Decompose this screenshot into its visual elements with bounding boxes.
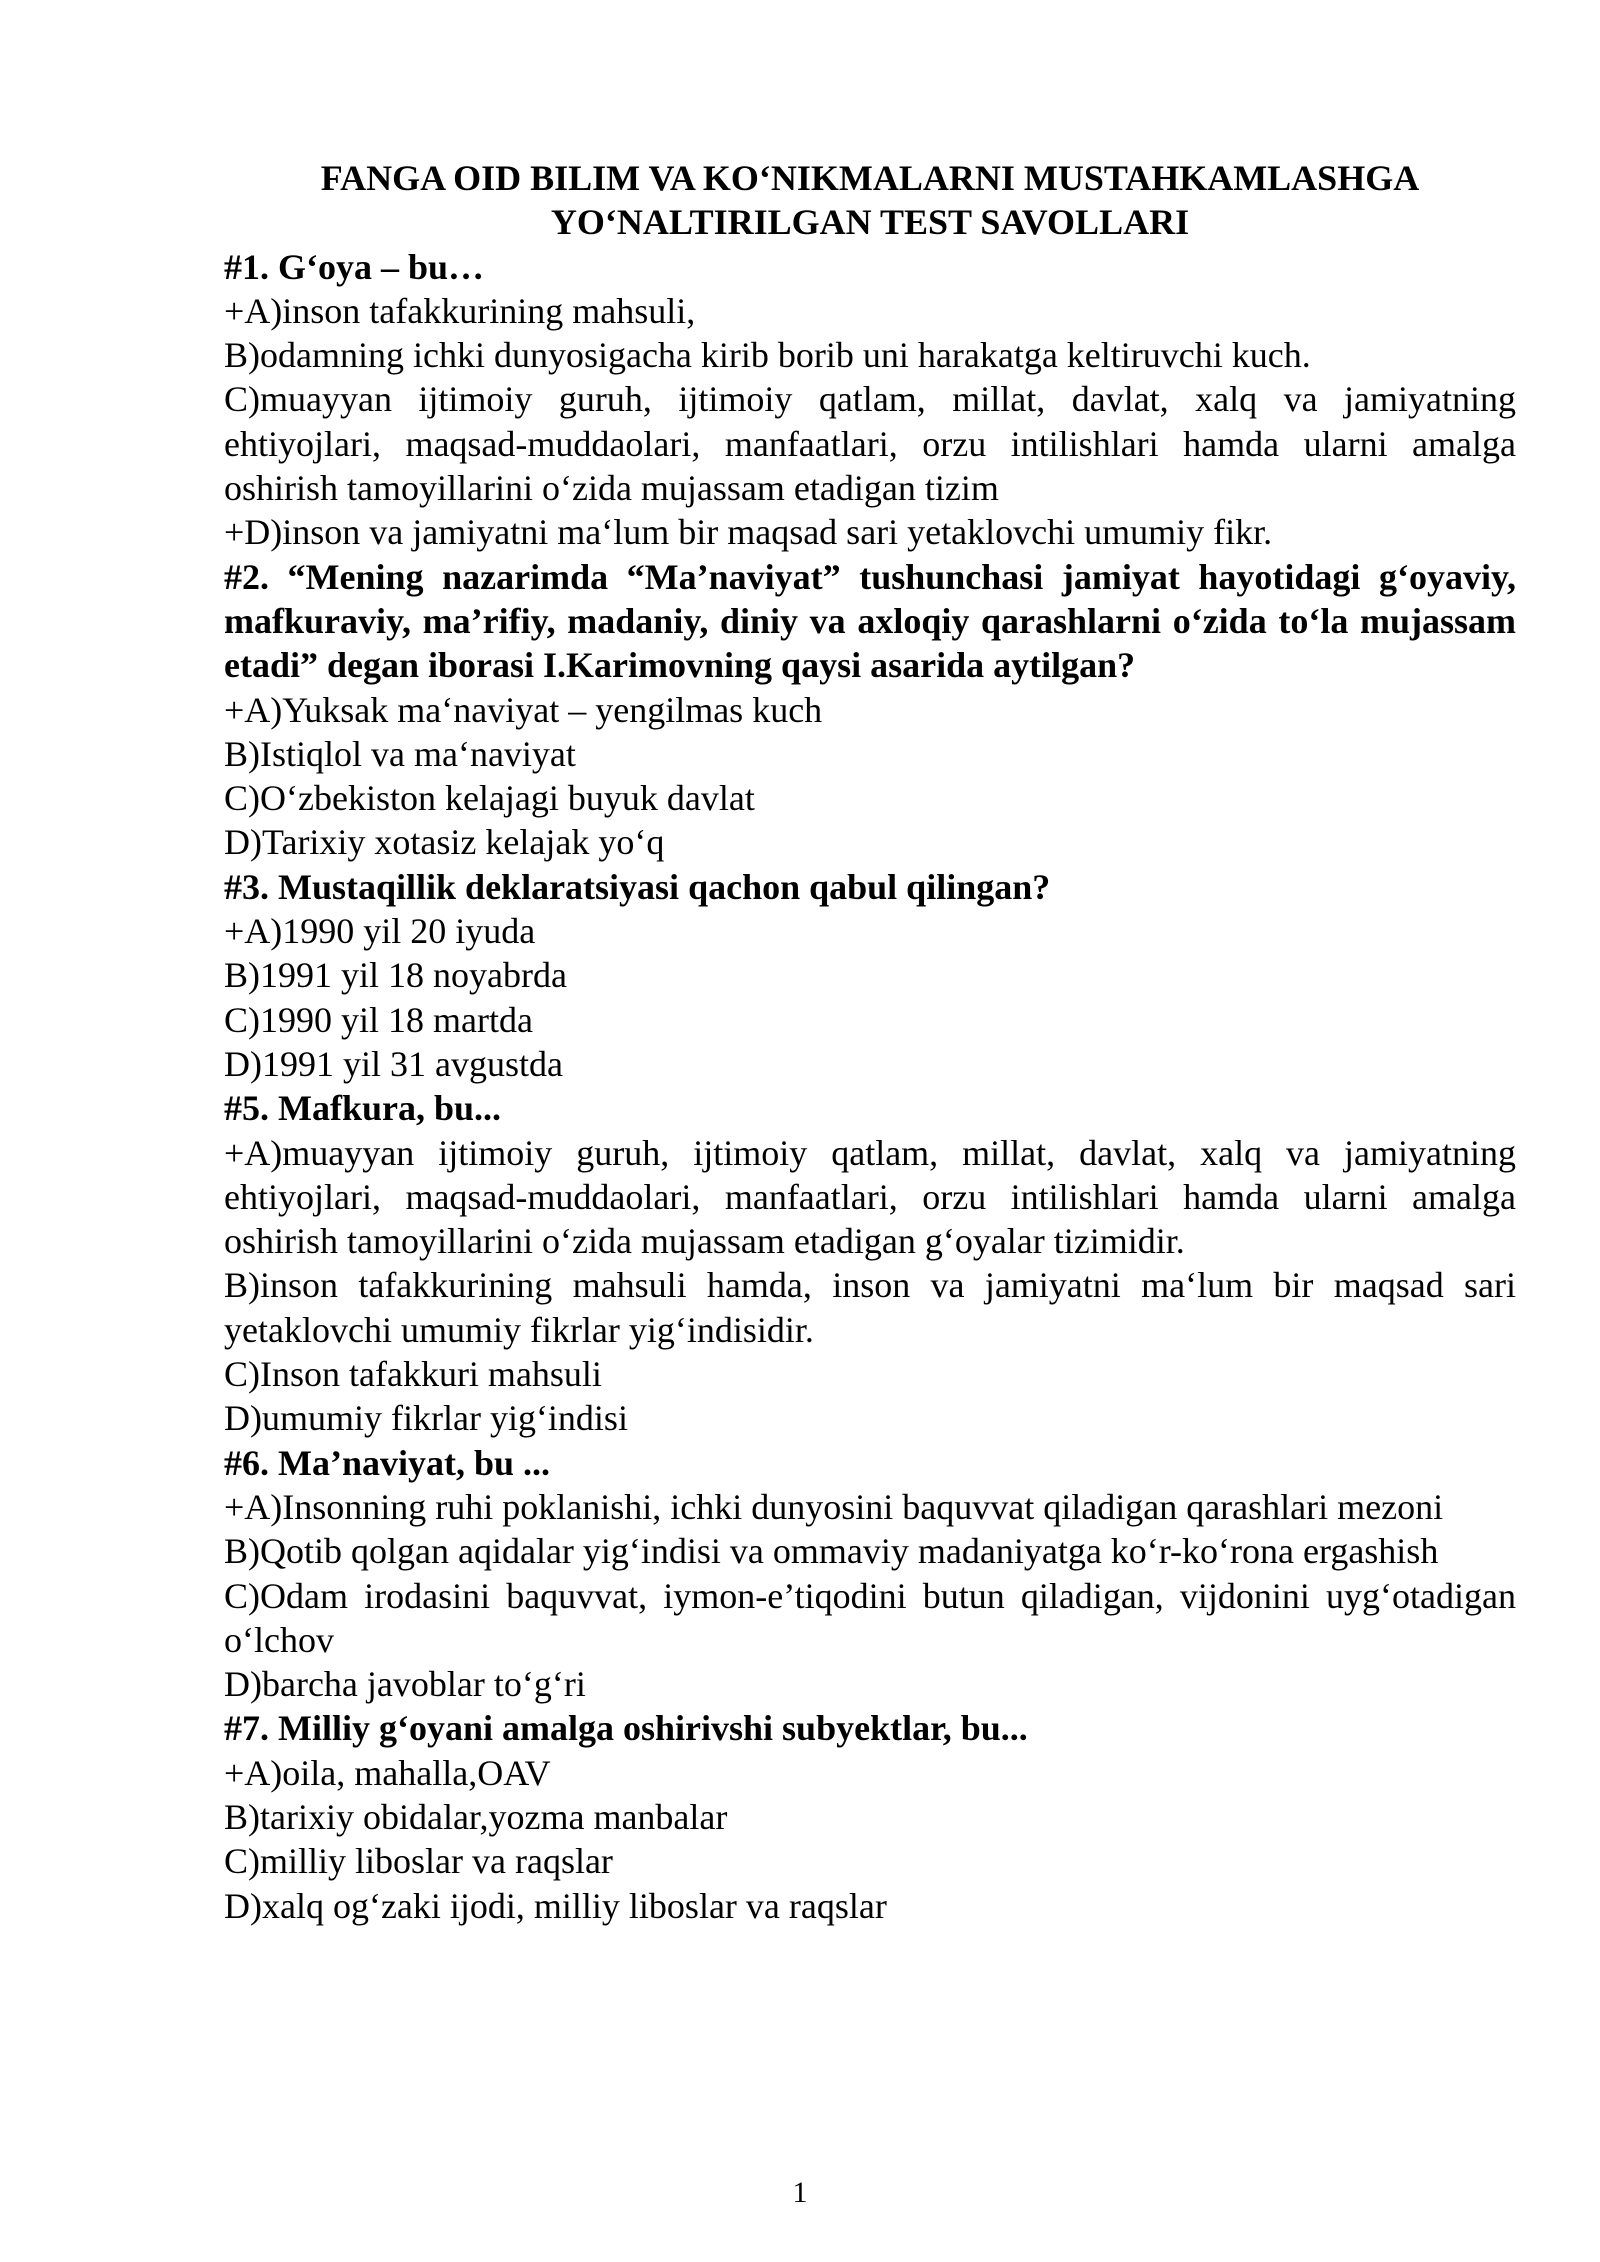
answer-option: C)O‘zbekiston kelajagi buyuk davlat [224, 778, 755, 819]
answer-option: B)Istiqlol va ma‘naviyat [224, 733, 576, 774]
document-title [224, 156, 1516, 245]
answer-option: C)milliy liboslar va raqslar [224, 1841, 613, 1882]
question-2 [224, 555, 1516, 865]
answer-option: +A)oila, mahalla,OAV [224, 1752, 551, 1793]
answer-option: B)tarixiy obidalar,yozma manbalar [224, 1796, 728, 1837]
answer-option: +A)1990 yil 20 iyuda [224, 911, 536, 952]
answer-option: C)Inson tafakkuri mahsuli [224, 1354, 602, 1395]
question-7 [224, 1706, 1516, 1927]
answer-option: C)muayyan ijtimoiy guruh, ijtimoiy qatlam, millat, davlat, xalq va jamiyatning ehtiyojlari, maqsad-muddaolari, manfaatlari, orzu intilishlari hamda ularni amalga oshirish tamoyillarini o‘zida mujassam etadigan tizim [224, 379, 1516, 509]
question-text: #7. Milliy g‘oyani amalga oshirivshi subyektlar, bu... [224, 1708, 1028, 1749]
answer-option: +D)inson va jamiyatni ma‘lum bir maqsad sari yetaklovchi umumiy fikr. [224, 512, 1273, 553]
answer-option: D)xalq og‘zaki ijodi, milliy liboslar va raqslar [224, 1885, 887, 1926]
question-text: #6. Ma’naviyat, bu ... [224, 1442, 551, 1483]
answer-option: C)1990 yil 18 martda [224, 999, 533, 1040]
answer-option: D)1991 yil 31 avgustda [224, 1043, 563, 1084]
answer-option: +A)Yuksak ma‘naviyat – yengilmas kuch [224, 689, 823, 730]
answer-option: B)1991 yil 18 noyabrda [224, 955, 567, 996]
answer-option: +A)inson tafakkurining mahsuli, [224, 290, 696, 331]
question-text: #2. “Mening nazarimda “Ma’naviyat” tushunchasi jamiyat hayotidagi g‘oyaviy, mafkuraviy, ma’rifiy, madaniy, diniy va axloqiy qarashlarni o‘zida to‘la mujassam etadi” degan iborasi I.Karimovning qaysi asarida aytilgan? [224, 556, 1516, 686]
title-line-2: YO‘NALTIRILGAN TEST SAVOLLARI [550, 202, 1190, 243]
page-number: 1 [792, 2176, 808, 2209]
answer-option: B)inson tafakkurining mahsuli hamda, inson va jamiyatni ma‘lum bir maqsad sari yetaklovchi umumiy fikrlar yig‘indisidir. [224, 1265, 1516, 1350]
question-5 [224, 1086, 1516, 1440]
question-6 [224, 1441, 1516, 1707]
document-page [224, 156, 1516, 1928]
question-text: #1. G‘oya – bu… [224, 246, 485, 287]
answer-option: +A)Insonning ruhi poklanishi, ichki dunyosini baquvvat qiladigan qarashlari mezoni [224, 1486, 1444, 1527]
question-3 [224, 865, 1516, 1086]
answer-option: B)odamning ichki dunyosigacha kirib borib uni harakatga keltiruvchi kuch. [224, 335, 1311, 376]
answer-option: B)Qotib qolgan aqidalar yig‘indisi va ommaviy madaniyatga ko‘r-ko‘rona ergashish [224, 1531, 1439, 1572]
question-text: #5. Mafkura, bu... [224, 1088, 502, 1129]
question-1 [224, 245, 1516, 555]
question-text: #3. Mustaqillik deklaratsiyasi qachon qabul qilingan? [224, 866, 1051, 907]
answer-option: D)umumiy fikrlar yig‘indisi [224, 1398, 628, 1439]
answer-option: D)barcha javoblar to‘g‘ri [224, 1664, 586, 1705]
answer-option: +A)muayyan ijtimoiy guruh, ijtimoiy qatlam, millat, davlat, xalq va jamiyatning ehtiyojlari, maqsad-muddaolari, manfaatlari, orzu intilishlari hamda ularni amalga oshirish tamoyillarini o‘zida mujassam etadigan g‘oyalar tizimidir. [224, 1132, 1516, 1262]
title-line-1: FANGA OID BILIM VA KO‘NIKMALARNI MUSTAHKAMLASHGA [320, 158, 1420, 198]
answer-option: C)Odam irodasini baquvvat, iymon-e’tiqodini butun qiladigan, vijdonini uyg‘otadigan o‘lchov [224, 1575, 1516, 1660]
answer-option: D)Tarixiy xotasiz kelajak yo‘q [224, 822, 665, 863]
